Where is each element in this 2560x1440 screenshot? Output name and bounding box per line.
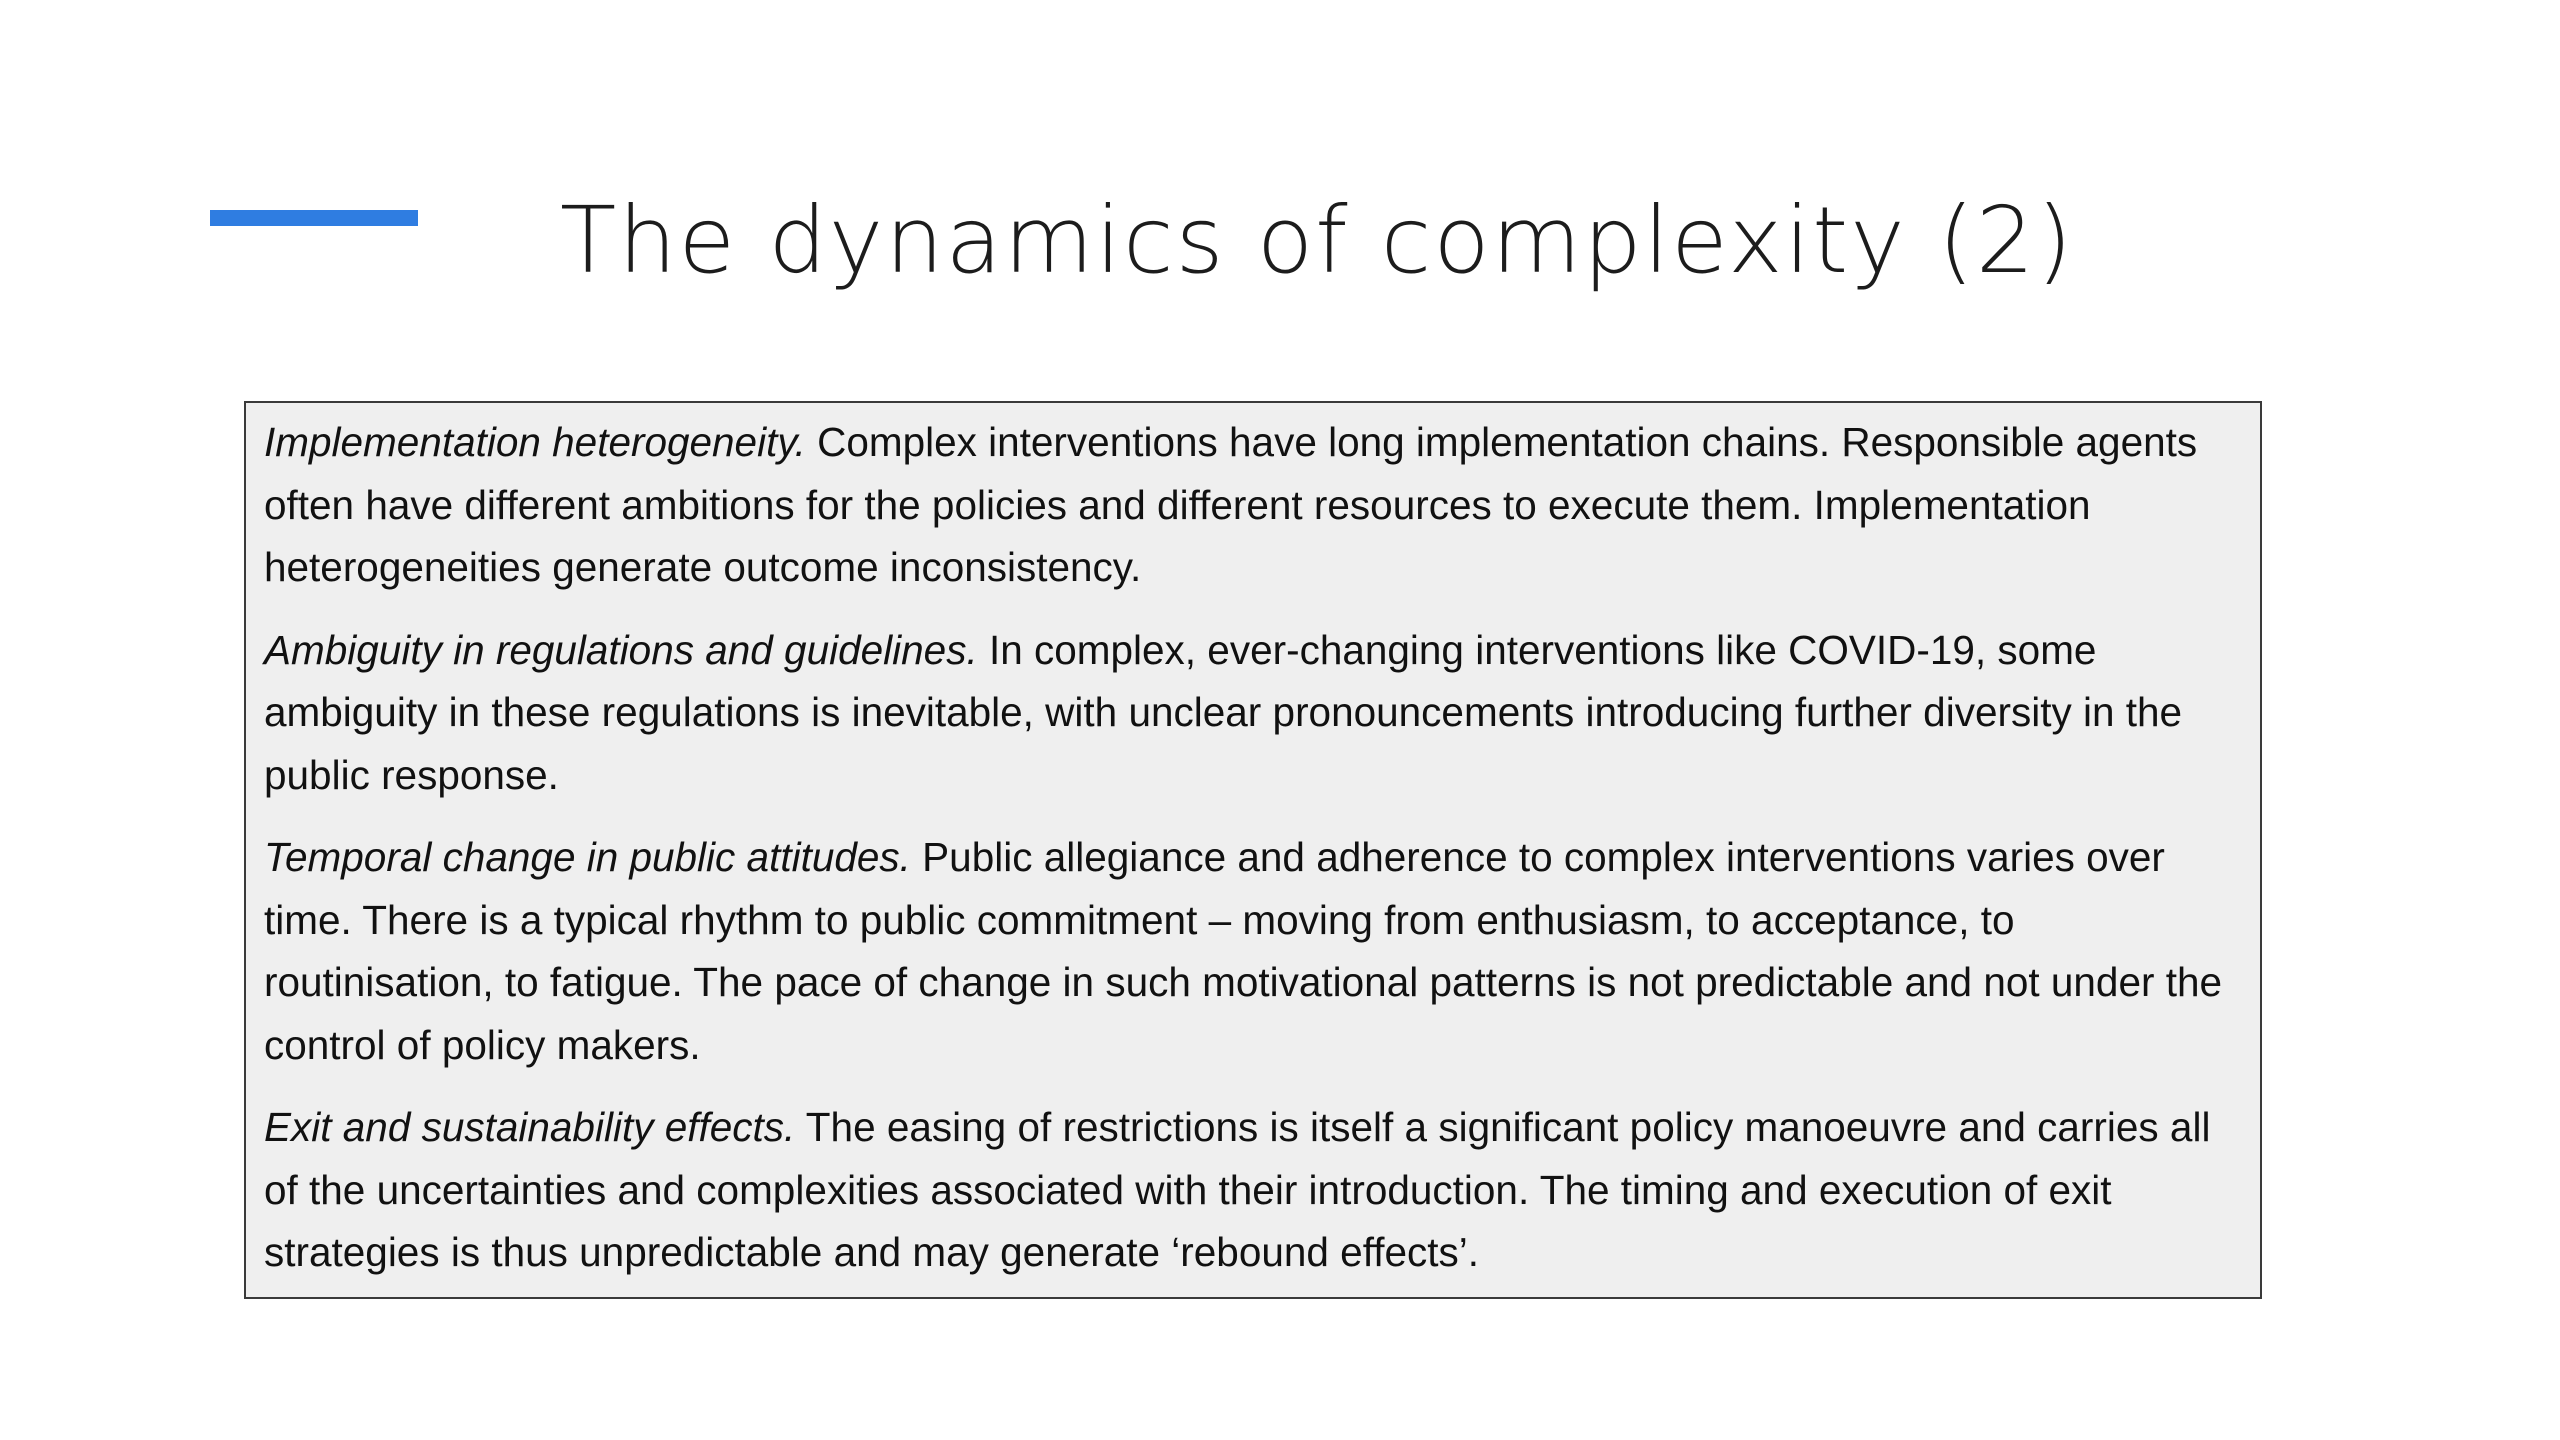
paragraph-body: In complex, ever-changing interventions like COVID-19, some ambiguity in these regulations is inevitable, with unclear pronouncements introducing further diversity in the public response. <box>264 626 2183 798</box>
paragraph-ambiguity-in-regulations <box>264 619 2244 807</box>
paragraph-heading: Temporal change in public attitudes. <box>264 834 911 880</box>
paragraph-heading: Ambiguity in regulations and guidelines. <box>264 626 978 673</box>
title-accent-bar <box>210 210 418 226</box>
paragraph-implementation-heterogeneity <box>264 411 2244 599</box>
paragraph-exit-and-sustainability <box>264 1096 2244 1284</box>
paragraph-heading: Exit and sustainability effects. <box>264 1104 796 1150</box>
content-box <box>244 401 2262 1299</box>
paragraph-heading: Implementation heterogeneity. <box>264 419 806 465</box>
paragraph-body: Public allegiance and adherence to complex interventions varies over time. There is a typical rhythm to public commitment – moving from enthusiasm, to acceptance, to routinisation, to fatigue. The pace of change in such motivational patterns is not predictable and not under the control of policy makers. <box>264 834 2223 1068</box>
slide-title: The dynamics of complexity (2) <box>560 187 2075 294</box>
paragraph-body: The easing of restrictions is itself a significant policy manoeuvre and carries all of the uncertainties and complexities associated with their introduction. The timing and execution of exit strategies is thus unpredictable and may generate ‘rebound effects’. <box>264 1104 2211 1275</box>
paragraph-temporal-change <box>264 826 2244 1076</box>
paragraph-body: Complex interventions have long implementation chains. Responsible agents often have different ambitions for the policies and different resources to execute them. Implementation heterogeneities generate outcome inconsistency. <box>264 419 2198 590</box>
